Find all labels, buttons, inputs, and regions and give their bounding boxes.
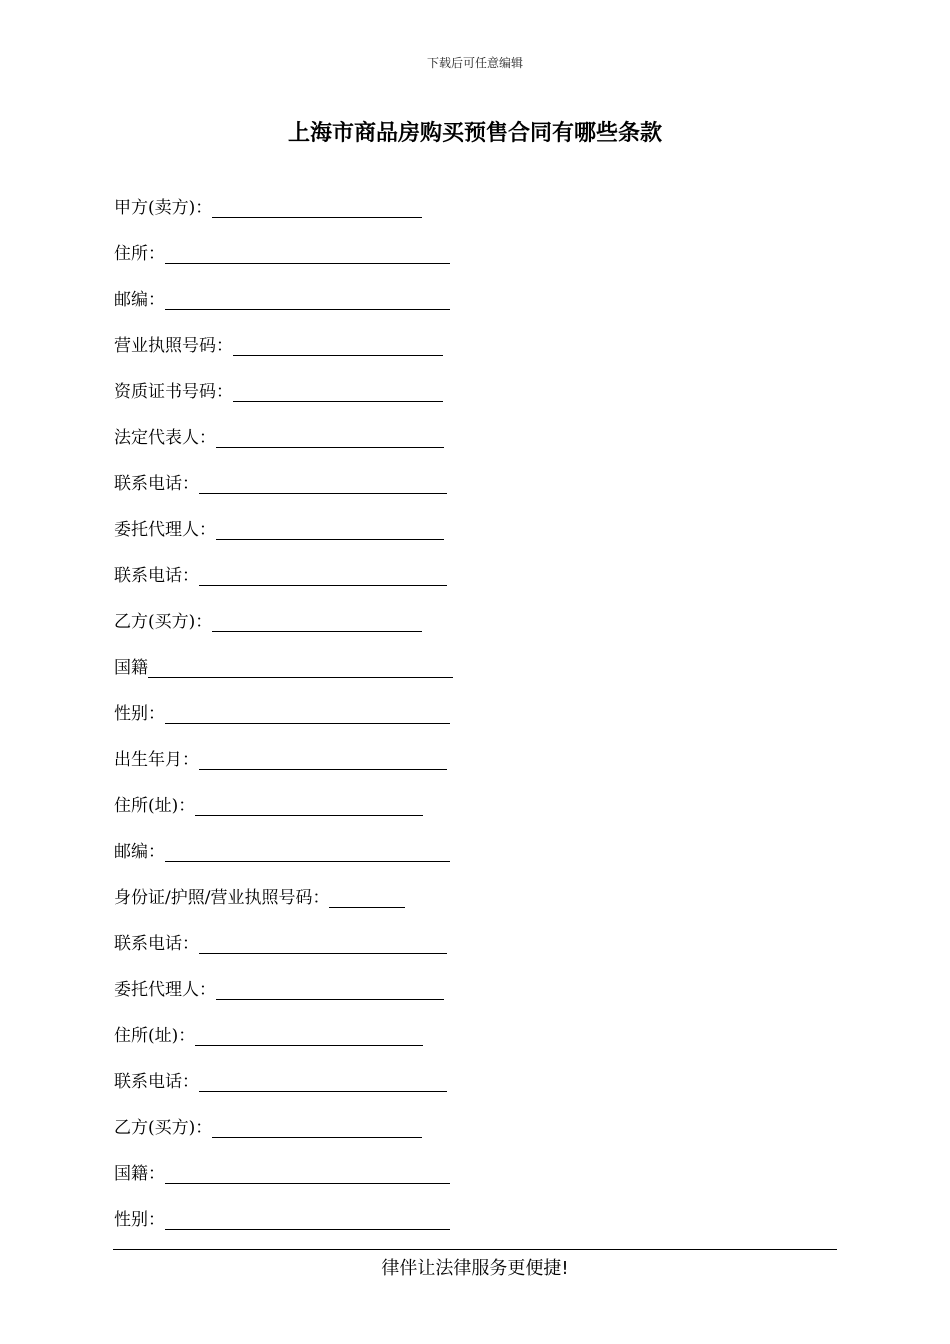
fill-in-blank[interactable] bbox=[165, 841, 450, 862]
field-buyer-agent-phone bbox=[114, 1068, 474, 1114]
field-buyer-nationality bbox=[114, 654, 474, 700]
field-buyer-id-number bbox=[114, 884, 474, 930]
field-label: 出生年月： bbox=[114, 750, 199, 770]
field-buyer-2-nationality bbox=[114, 1160, 474, 1206]
field-label: 国籍： bbox=[114, 1164, 165, 1184]
fill-in-blank[interactable] bbox=[199, 1071, 447, 1092]
field-buyer-agent-address bbox=[114, 1022, 474, 1068]
fill-in-blank[interactable] bbox=[165, 289, 450, 310]
field-label: 住所： bbox=[114, 244, 165, 264]
field-label: 法定代表人： bbox=[114, 428, 216, 448]
fill-in-blank[interactable] bbox=[216, 979, 444, 1000]
field-business-license bbox=[114, 332, 474, 378]
field-seller bbox=[114, 194, 474, 240]
fill-in-blank[interactable] bbox=[212, 197, 422, 218]
field-label: 乙方(买方)： bbox=[114, 612, 213, 632]
document-title: 上海市商品房购买预售合同有哪些条款 bbox=[287, 121, 662, 146]
field-buyer-2 bbox=[114, 1114, 474, 1160]
fill-in-blank[interactable] bbox=[195, 795, 423, 816]
field-seller-postcode bbox=[114, 286, 474, 332]
field-label: 国籍 bbox=[114, 658, 148, 678]
fill-in-blank[interactable] bbox=[148, 657, 453, 678]
field-label: 身份证/护照/营业执照号码： bbox=[114, 888, 330, 908]
field-buyer-birth bbox=[114, 746, 474, 792]
field-label: 住所(址)： bbox=[114, 1026, 196, 1046]
field-buyer-address bbox=[114, 792, 474, 838]
fill-in-blank[interactable] bbox=[212, 611, 422, 632]
footer-slogan: 律伴让法律服务更便捷! bbox=[381, 1258, 569, 1279]
field-label: 性别： bbox=[114, 704, 165, 724]
field-buyer-gender bbox=[114, 700, 474, 746]
field-label: 甲方(卖方)： bbox=[114, 198, 213, 218]
fill-in-blank[interactable] bbox=[216, 519, 444, 540]
field-label: 性别： bbox=[114, 1210, 165, 1230]
field-buyer bbox=[114, 608, 474, 654]
field-label: 资质证书号码： bbox=[114, 382, 233, 402]
fill-in-blank[interactable] bbox=[216, 427, 444, 448]
fill-in-blank[interactable] bbox=[233, 381, 443, 402]
field-seller-address bbox=[114, 240, 474, 286]
field-buyer-phone bbox=[114, 930, 474, 976]
footer-divider bbox=[113, 1249, 837, 1250]
field-label: 委托代理人： bbox=[114, 980, 216, 1000]
field-seller-phone bbox=[114, 470, 474, 516]
field-legal-representative bbox=[114, 424, 474, 470]
fill-in-blank[interactable] bbox=[199, 473, 447, 494]
fill-in-blank[interactable] bbox=[329, 887, 405, 908]
field-label: 联系电话： bbox=[114, 1072, 199, 1092]
field-label: 联系电话： bbox=[114, 474, 199, 494]
fill-in-blank[interactable] bbox=[165, 243, 450, 264]
fill-in-blank[interactable] bbox=[233, 335, 443, 356]
contract-field-list bbox=[114, 194, 474, 1252]
field-label: 联系电话： bbox=[114, 934, 199, 954]
field-label: 联系电话： bbox=[114, 566, 199, 586]
fill-in-blank[interactable] bbox=[165, 1209, 450, 1230]
field-seller-agent bbox=[114, 516, 474, 562]
field-label: 住所(址)： bbox=[114, 796, 196, 816]
fill-in-blank[interactable] bbox=[199, 565, 447, 586]
field-label: 委托代理人： bbox=[114, 520, 216, 540]
fill-in-blank[interactable] bbox=[199, 749, 447, 770]
fill-in-blank[interactable] bbox=[165, 703, 450, 724]
field-seller-agent-phone bbox=[114, 562, 474, 608]
field-buyer-agent bbox=[114, 976, 474, 1022]
fill-in-blank[interactable] bbox=[199, 933, 447, 954]
fill-in-blank[interactable] bbox=[195, 1025, 423, 1046]
header-note: 下载后可任意编辑 bbox=[426, 56, 523, 70]
fill-in-blank[interactable] bbox=[165, 1163, 450, 1184]
fill-in-blank[interactable] bbox=[212, 1117, 422, 1138]
field-buyer-postcode bbox=[114, 838, 474, 884]
field-label: 乙方(买方)： bbox=[114, 1118, 213, 1138]
field-label: 邮编： bbox=[114, 290, 165, 310]
field-label: 邮编： bbox=[114, 842, 165, 862]
field-label: 营业执照号码： bbox=[114, 336, 233, 356]
field-qualification-cert bbox=[114, 378, 474, 424]
field-buyer-2-gender bbox=[114, 1206, 474, 1252]
